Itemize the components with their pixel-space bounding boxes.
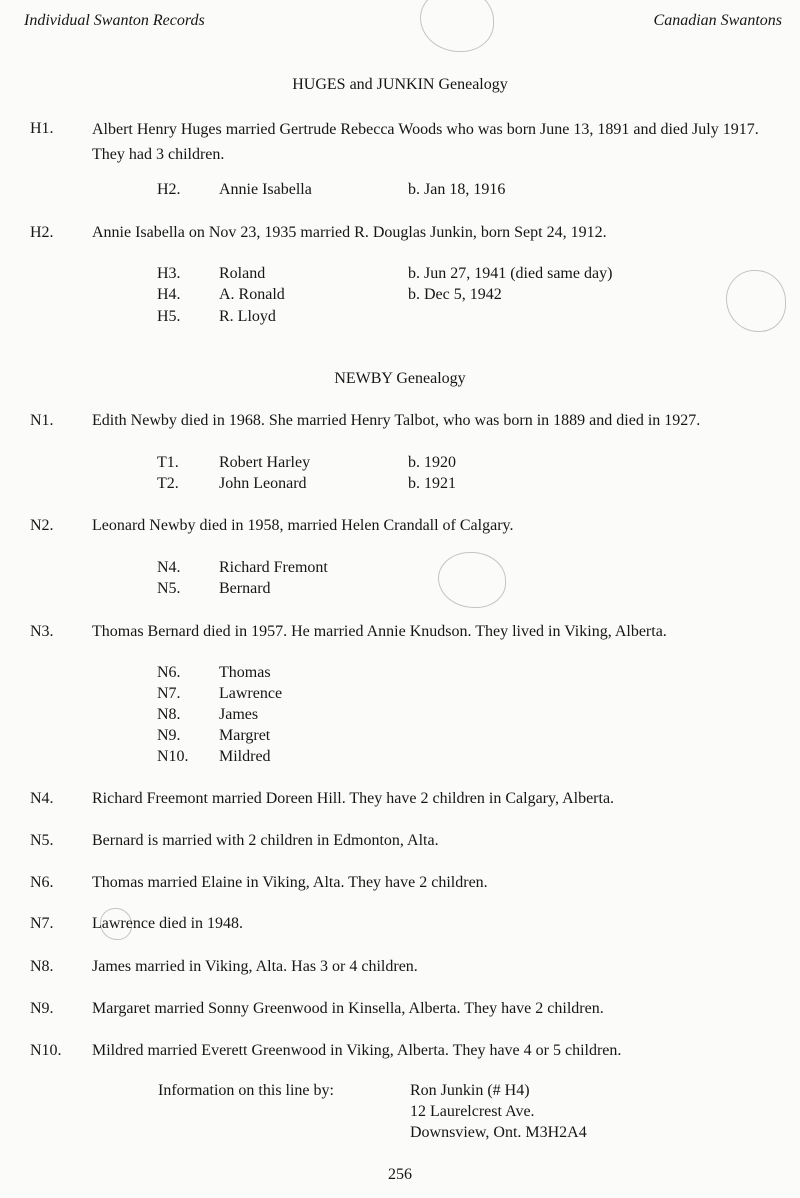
child-name: Annie Isabella	[219, 181, 312, 198]
entry-text-n1: Edith Newby died in 1968. She married Henry Talbot, who was born in 1889 and died in 1927.	[92, 412, 701, 429]
running-header-left: Individual Swanton Records	[24, 12, 205, 29]
entry-id-n8: N8.	[30, 958, 54, 975]
child-id: N9.	[157, 727, 181, 744]
child-birth: b. Jan 18, 1916	[408, 181, 506, 198]
entry-text-n8: James married in Viking, Alta. Has 3 or 4 children.	[92, 958, 418, 975]
child-name: Robert Harley	[219, 454, 311, 471]
entry-text-h2: Annie Isabella on Nov 23, 1935 married R. Douglas Junkin, born Sept 24, 1912.	[92, 224, 607, 241]
child-id: H2.	[157, 181, 181, 198]
child-name: John Leonard	[219, 475, 307, 492]
child-birth: b. 1920	[408, 454, 456, 471]
child-name: R. Lloyd	[219, 308, 276, 325]
page-number: 256	[388, 1166, 412, 1183]
child-name: Lawrence	[219, 685, 283, 702]
entry-id-n3: N3.	[30, 623, 54, 640]
entry-id-n4: N4.	[30, 790, 54, 807]
entry-id-h2: H2.	[30, 224, 54, 241]
child-id: H3.	[157, 265, 181, 282]
info-contact-city: Downsview, Ont. M3H2A4	[410, 1124, 587, 1141]
pencil-smudge	[726, 270, 786, 332]
entry-id-n2: N2.	[30, 517, 54, 534]
entry-text-n2: Leonard Newby died in 1958, married Helen Crandall of Calgary.	[92, 517, 514, 534]
info-contact-street: 12 Laurelcrest Ave.	[410, 1103, 535, 1120]
entry-id-n1: N1.	[30, 412, 54, 429]
child-id: N5.	[157, 580, 181, 597]
child-birth: b. Dec 5, 1942	[408, 286, 502, 303]
child-birth: b. 1921	[408, 475, 456, 492]
running-header-right: Canadian Swantons	[653, 12, 782, 29]
child-id: T1.	[157, 454, 179, 471]
child-name: Mildred	[219, 748, 271, 765]
entry-text-n10: Mildred married Everett Greenwood in Viking, Alberta. They have 4 or 5 children.	[92, 1042, 622, 1059]
entry-text-n4: Richard Freemont married Doreen Hill. They have 2 children in Calgary, Alberta.	[92, 790, 615, 807]
child-id: N8.	[157, 706, 181, 723]
child-name: Bernard	[219, 580, 271, 597]
entry-text-n6: Thomas married Elaine in Viking, Alta. They have 2 children.	[92, 874, 488, 891]
child-id: N6.	[157, 664, 181, 681]
child-name: James	[219, 706, 259, 723]
entry-text-n7: Lawrence died in 1948.	[92, 915, 244, 932]
section-title-newby: NEWBY Genealogy	[334, 370, 466, 387]
child-id: H5.	[157, 308, 181, 325]
entry-id-n5: N5.	[30, 832, 54, 849]
entry-text-h1: Albert Henry Huges married Gertrude Rebecca Woods who was born June 13, 1891 and died July 1917. They had 3 children.	[92, 121, 759, 163]
child-name: Richard Fremont	[219, 559, 328, 576]
child-birth: b. Jun 27, 1941 (died same day)	[408, 265, 613, 282]
info-label: Information on this line by:	[158, 1082, 334, 1099]
entry-id-n6: N6.	[30, 874, 54, 891]
entry-id-h1: H1.	[30, 120, 54, 137]
child-name: A. Ronald	[219, 286, 285, 303]
entry-id-n9: N9.	[30, 1000, 54, 1017]
info-contact-name: Ron Junkin (# H4)	[410, 1082, 530, 1099]
pencil-smudge	[438, 552, 506, 608]
section-title-huges-junkin: HUGES and JUNKIN Genealogy	[292, 76, 508, 93]
entry-id-n7: N7.	[30, 915, 54, 932]
child-id: N7.	[157, 685, 181, 702]
child-id: N4.	[157, 559, 181, 576]
child-id: N10.	[157, 748, 189, 765]
child-id: T2.	[157, 475, 179, 492]
child-name: Thomas	[219, 664, 271, 681]
entry-text-n9: Margaret married Sonny Greenwood in Kinsella, Alberta. They have 2 children.	[92, 1000, 604, 1017]
entry-text-n5: Bernard is married with 2 children in Edmonton, Alta.	[92, 832, 439, 849]
entry-text-n3: Thomas Bernard died in 1957. He married Annie Knudson. They lived in Viking, Alberta.	[92, 623, 667, 640]
child-name: Roland	[219, 265, 266, 282]
child-id: H4.	[157, 286, 181, 303]
child-name: Margret	[219, 727, 271, 744]
pencil-smudge	[420, 0, 494, 52]
entry-id-n10: N10.	[30, 1042, 62, 1059]
